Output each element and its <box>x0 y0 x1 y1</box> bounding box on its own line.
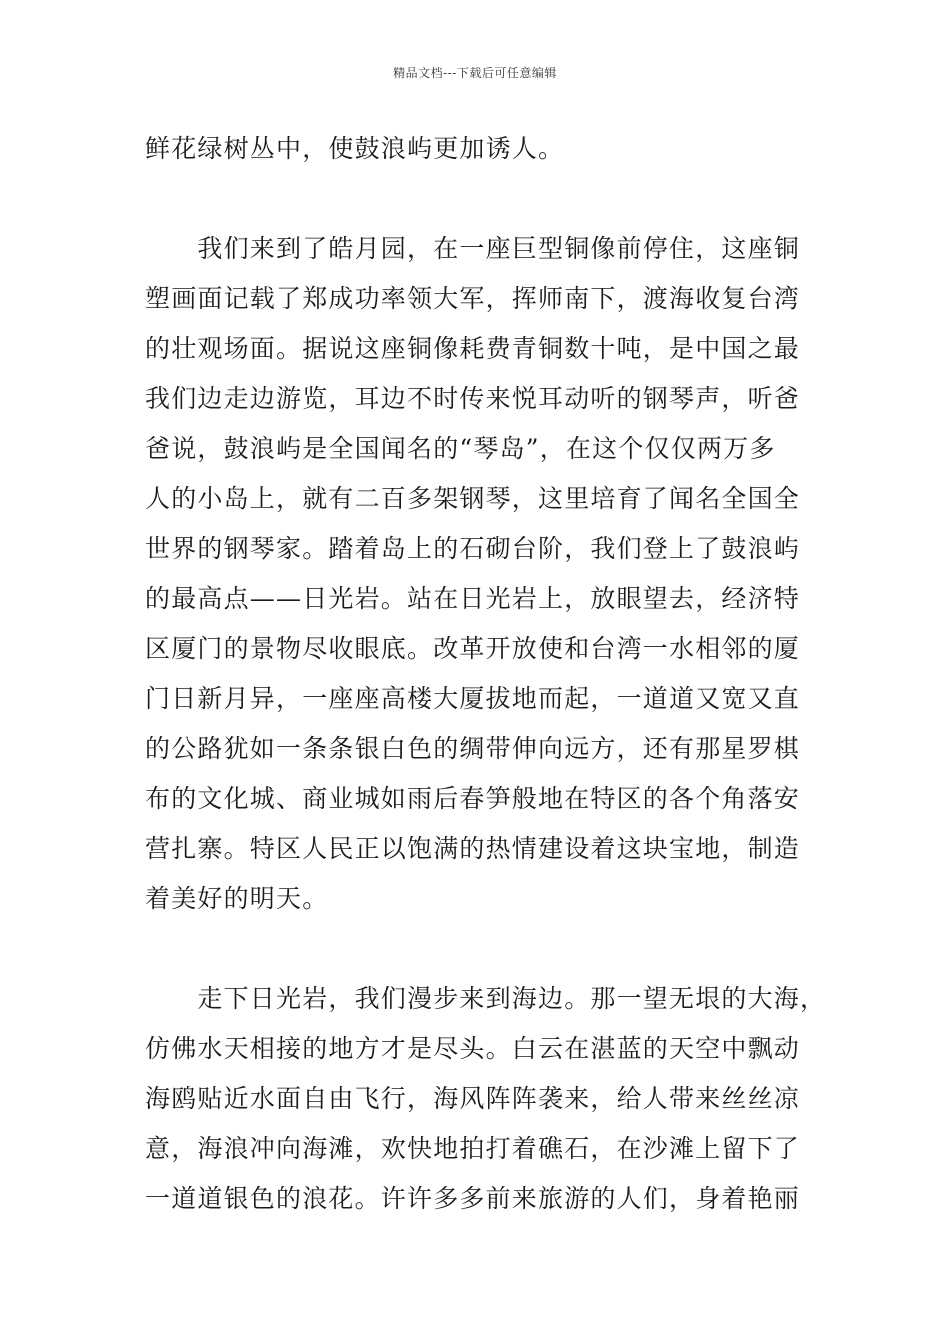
text-line: 的壮观场面。据说这座铜像耗费青铜数十吨，是中国之最 <box>145 334 801 363</box>
text-line: 意，海浪冲向海滩，欢快地拍打着礁石，在沙滩上留下了 <box>145 1134 801 1163</box>
text-line: 一道道银色的浪花。许许多多前来旅游的人们，身着艳丽 <box>145 1184 801 1213</box>
text-line: 爸说，鼓浪屿是全国闻名的“琴岛”，在这个仅仅两万多 <box>145 434 776 463</box>
text-line: 的公路犹如一条条银白色的绸带伸向远方，还有那星罗棋 <box>145 734 801 763</box>
text-line: 海鸥贴近水面自由飞行，海风阵阵袭来，给人带来丝丝凉 <box>145 1084 801 1113</box>
text-line: 我们边走边游览，耳边不时传来悦耳动听的钢琴声，听爸 <box>145 384 801 413</box>
page-header: 精品文档---下载后可任意编辑 <box>393 66 557 80</box>
text-line: 仿佛水天相接的地方才是尽头。白云在湛蓝的天空中飘动 <box>145 1034 801 1063</box>
text-line: 鲜花绿树丛中，使鼓浪屿更加诱人。 <box>145 134 565 163</box>
text-line: 塑画面记载了郑成功率领大军，挥师南下，渡海收复台湾 <box>145 284 801 313</box>
text-line: 着美好的明天。 <box>145 884 329 913</box>
text-line: 的最高点——日光岩。站在日光岩上，放眼望去，经济特 <box>145 584 801 613</box>
paragraph-2 <box>145 224 835 924</box>
paragraph-1 <box>145 124 835 174</box>
text-line: 我们来到了皓月园，在一座巨型铜像前停住，这座铜 <box>145 234 801 263</box>
text-line: 营扎寨。特区人民正以饱满的热情建设着这块宝地，制造 <box>145 834 801 863</box>
text-line: 走下日光岩，我们漫步来到海边。那一望无垠的大海， <box>145 984 827 1013</box>
text-line: 门日新月异，一座座高楼大厦拔地而起，一道道又宽又直 <box>145 684 801 713</box>
paragraph-3 <box>145 974 835 1224</box>
text-line: 区厦门的景物尽收眼底。改革开放使和台湾一水相邻的厦 <box>145 634 801 663</box>
text-line: 布的文化城、商业城如雨后春笋般地在特区的各个角落安 <box>145 784 801 813</box>
text-line: 世界的钢琴家。踏着岛上的石砌台阶，我们登上了鼓浪屿 <box>145 534 801 563</box>
text-line: 人的小岛上，就有二百多架钢琴，这里培育了闻名全国全 <box>145 484 801 513</box>
